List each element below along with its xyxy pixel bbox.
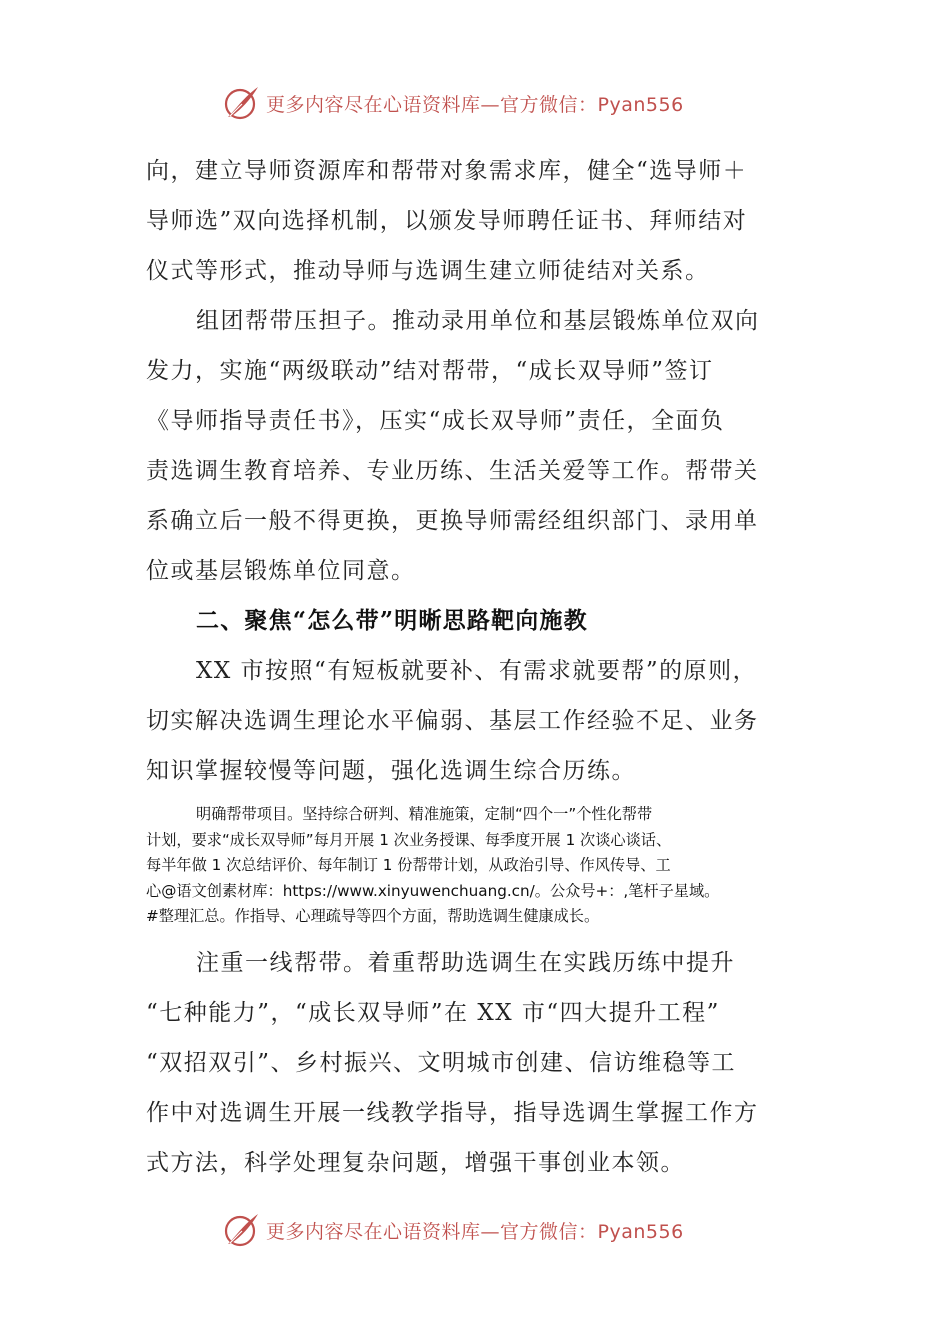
text-line: 作中对选调生开展一线教学指导，指导选调生掌握工作方 bbox=[146, 1099, 759, 1126]
text-line: 计划，要求“成长双导师”每月开展 1 次业务授课、每季度开展 1 次谈心谈话、 bbox=[146, 830, 672, 849]
text-line: 仪式等形式，推动导师与选调生建立师徒结对关系。 bbox=[146, 258, 710, 284]
paragraph-1 bbox=[146, 146, 786, 296]
text-line: 导师选”双向选择机制，以颁发导师聘任证书、拜师结对 bbox=[146, 208, 748, 234]
section-heading: 二、聚焦“怎么带”明晰思路靶向施教 bbox=[196, 607, 588, 634]
text-line: 《导师指导责任书》，压实“成长双导师”责任，全面负 bbox=[146, 408, 725, 434]
text-line: 心@语文创素材库：https://www.xinyuwenchuang.cn/。公众号+：,笔杆子星域。 bbox=[146, 881, 720, 900]
header-wechat-id: Pyan556 bbox=[597, 93, 684, 116]
header-banner bbox=[222, 83, 684, 123]
quill-pen-logo-icon bbox=[222, 1210, 262, 1250]
text-line: 明确帮带项目。坚持综合研判、精准施策，定制“四个一”个性化帮带 bbox=[196, 805, 653, 823]
text-line: XX 市按照“有短板就要补、有需求就要帮”的原则， bbox=[196, 658, 758, 684]
text-line: #整理汇总。作指导、心理疏导等四个方面，帮助选调生健康成长。 bbox=[146, 907, 600, 925]
footer-banner-text: 更多内容尽在心语资料库—官方微信：Pyan556 bbox=[266, 1220, 684, 1243]
quill-pen-logo-icon bbox=[222, 83, 262, 123]
paragraph-2 bbox=[146, 296, 786, 596]
text-line: 式方法，科学处理复杂问题，增强干事创业本领。 bbox=[146, 1149, 685, 1176]
text-line: 每半年做 1 次总结评价、每年制订 1 份帮带计划，从政治引导、作风传导、工 bbox=[146, 856, 671, 874]
text-line: 责选调生教育培养、专业历练、生活关爱等工作。帮带关 bbox=[146, 458, 759, 484]
text-line: 发力，实施“两级联动”结对帮带，“成长双导师”签订 bbox=[146, 358, 714, 384]
paragraph-3 bbox=[146, 646, 786, 796]
text-line: 组团帮带压担子。推动录用单位和基层锻炼单位双向 bbox=[196, 308, 760, 334]
footer-banner bbox=[222, 1210, 684, 1250]
text-line: 向，建立导师资源库和帮带对象需求库，健全“选导师＋ bbox=[146, 158, 748, 184]
text-line: 注重一线帮带。着重帮助选调生在实践历练中提升 bbox=[196, 949, 735, 976]
document-body bbox=[146, 146, 786, 1188]
text-line: 位或基层锻炼单位同意。 bbox=[146, 558, 416, 584]
text-line: 知识掌握较慢等问题，强化选调生综合历练。 bbox=[146, 758, 636, 784]
footer-wechat-id: Pyan556 bbox=[597, 1220, 684, 1243]
text-line: “七种能力”，“成长双导师”在 XX 市“四大提升工程” bbox=[146, 999, 720, 1026]
text-line: “双招双引”、乡村振兴、文明城市创建、信访维稳等工 bbox=[146, 1049, 737, 1076]
paragraph-4-small-print bbox=[146, 802, 786, 930]
text-line: 切实解决选调生理论水平偏弱、基层工作经验不足、业务 bbox=[146, 708, 759, 734]
paragraph-5 bbox=[146, 938, 786, 1188]
text-line: 系确立后一般不得更换，更换导师需经组织部门、录用单 bbox=[146, 508, 759, 534]
header-banner-text: 更多内容尽在心语资料库—官方微信：Pyan556 bbox=[266, 93, 684, 116]
